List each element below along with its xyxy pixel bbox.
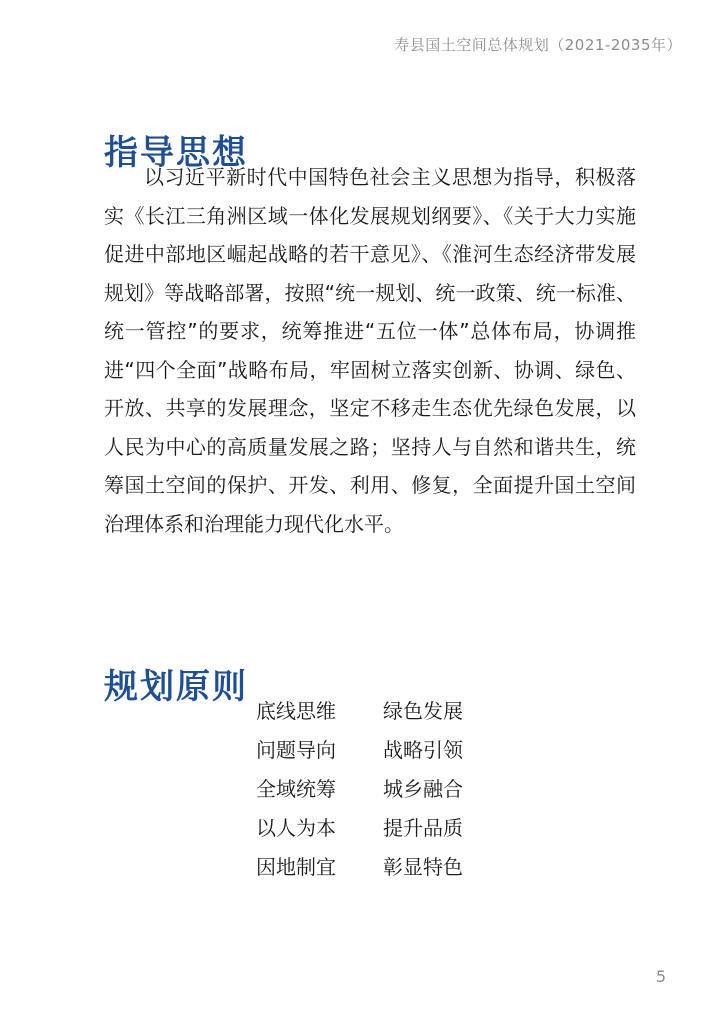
section-heading-planning-principles: 规划原则: [104, 667, 248, 708]
principle-item: 彰显特色: [383, 855, 463, 879]
principle-item: 绿色发展: [383, 699, 463, 723]
principle-item: 因地制宜: [256, 855, 336, 879]
running-header: 寿县国土空间总体规划（2021-2035年）: [394, 36, 682, 54]
principle-item: 城乡融合: [383, 777, 463, 801]
principles-list: [256, 692, 516, 887]
section-heading-guiding-ideology: 指导思想: [104, 133, 248, 174]
principle-item: 以人为本: [256, 816, 336, 840]
principle-item: 提升品质: [383, 816, 463, 840]
guiding-ideology-paragraph: 以习近平新时代中国特色社会主义思想为指导，积极落实《长江三角洲区域一体化发展规划纲要》、《关于大力实施促进中部地区崛起战略的若干意见》、《淮河生态经济带发展规划》等战略部署，按照“统一规划、统一政策、统一标准、统一管控”的要求，统筹推进“五位一体”总体布局，协调推进“四个全面”战略布局，牢固树立落实创新、协调、绿色、开放、共享的发展理念，坚定不移走生态优先绿色发展，以人民为中心的高质量发展之路；坚持人与自然和谐共生，统筹国土空间的保护、开发、利用、修复，全面提升国土空间治理体系和治理能力现代化水平。: [104, 165, 636, 536]
principle-item: 底线思维: [256, 699, 336, 723]
principle-item: 全域统筹: [256, 777, 336, 801]
principle-item: 问题导向: [256, 738, 336, 762]
page-number: 5: [655, 967, 666, 986]
principle-item: 战略引领: [383, 738, 463, 762]
